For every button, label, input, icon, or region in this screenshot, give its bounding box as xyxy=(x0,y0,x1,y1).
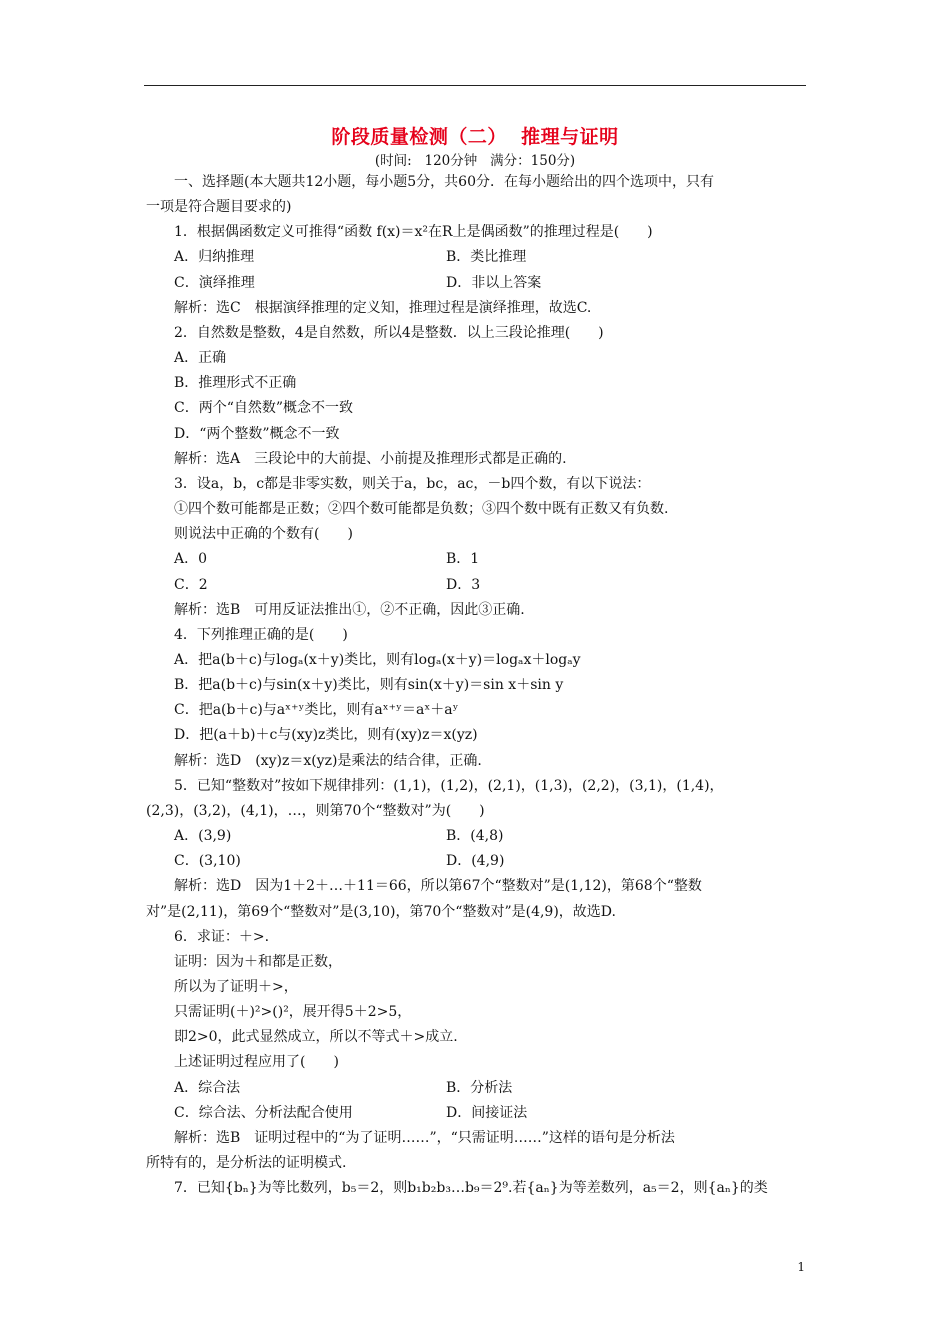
option-a: A．综合法 xyxy=(174,1079,241,1096)
answer-6: 解析：选B 证明过程中的“为了证明……”，“只需证明……”这样的语句是分析法 xyxy=(174,1129,675,1146)
question-7: 7．已知{bₙ}为等比数列，b₅＝2，则b₁b₂b₃…b₉＝2⁹.若{aₙ}为等差数列，a₅＝2，则{aₙ}的类 xyxy=(174,1180,768,1197)
question-1: 1．根据偶函数定义可推得“函数 f(x)＝x²在R上是偶函数”的推理过程是( ) xyxy=(174,224,653,241)
option-c: C．(3,10) xyxy=(174,853,241,870)
answer-6-cont: 所特有的，是分析法的证明模式. xyxy=(146,1155,347,1172)
answer-2: 解析：选A 三段论中的大前提、小前提及推理形式都是正确的. xyxy=(174,450,567,467)
options-row xyxy=(146,271,810,296)
option-d: D．“两个整数”概念不一致 xyxy=(174,425,340,442)
page-number-text: 1 xyxy=(797,1260,805,1274)
option-b: B．分析法 xyxy=(446,1079,513,1096)
answer-5-cont: 对”是(2,11)，第69个“整数对”是(3,10)，第70个“整数对”是(4,9)，故选D. xyxy=(146,903,616,920)
question-5-cont: (2,3)，(3,2)，(4,1)，…，则第70个“整数对”为( ) xyxy=(146,802,485,819)
option-b: B．推理形式不正确 xyxy=(174,375,297,392)
proof-line: 只需证明(＋)²>()²，展开得5＋2>5， xyxy=(174,1004,412,1021)
header-rule xyxy=(144,85,806,86)
answer-4: 解析：选D (xy)z＝x(yz)是乘法的结合律，正确. xyxy=(174,752,482,769)
proof-line: 即2>0，此式显然成立，所以不等式＋>成立. xyxy=(174,1029,458,1046)
page-number xyxy=(0,1260,950,1274)
options-row xyxy=(146,824,810,849)
option-b: B．1 xyxy=(446,551,480,568)
question-4: 4．下列推理正确的是( ) xyxy=(174,626,348,643)
section-intro-cont: 一项是符合题目要求的) xyxy=(146,199,292,216)
answer-3: 解析：选B 可用反证法推出①，②不正确，因此③正确. xyxy=(174,601,525,618)
option-a: A．正确 xyxy=(174,350,227,367)
options-row xyxy=(146,849,810,874)
option-c: C．演绎推理 xyxy=(174,274,255,291)
question-3: 3．设a，b，c都是非零实数，则关于a，bc，ac，－b四个数，有以下说法： xyxy=(174,475,651,492)
options-row xyxy=(146,245,810,270)
question-5: 5．已知“整数对”按如下规律排列：(1,1)，(1,2)，(2,1)，(1,3)，(2,2)，(3,1)，(1,4)， xyxy=(174,777,724,794)
section-intro: 一、选择题(本大题共12小题，每小题5分，共60分．在每小题给出的四个选项中，只有 xyxy=(174,174,714,190)
option-a: A．(3,9) xyxy=(174,828,232,845)
question-3-line: ①四个数可能都是正数；②四个数可能都是负数；③四个数中既有正数又有负数. xyxy=(174,501,669,518)
page-title: 阶段质量检测（二） 推理与证明 xyxy=(331,126,619,148)
option-a: A．归纳推理 xyxy=(174,249,255,266)
options-row xyxy=(146,1076,810,1101)
proof-line: 上述证明过程应用了( ) xyxy=(174,1054,339,1071)
option-b: B．把a(b＋c)与sin(x＋y)类比，则有sin(x＋y)＝sin x＋sin y xyxy=(174,677,564,694)
option-d: D．3 xyxy=(446,576,481,593)
option-a: A．0 xyxy=(174,551,208,568)
option-c: C．两个“自然数”概念不一致 xyxy=(174,400,354,417)
page-subtitle: (时间: 120分钟 满分：150分) xyxy=(374,153,576,169)
question-6: 6．求证：＋>. xyxy=(174,928,270,945)
question-2: 2．自然数是整数，4是自然数，所以4是整数．以上三段论推理( ) xyxy=(174,324,604,341)
proof-line: 所以为了证明＋>， xyxy=(174,979,298,995)
option-d: D．非以上答案 xyxy=(446,274,542,291)
answer-5: 解析：选D 因为1＋2＋…＋11＝66，所以第67个“整数对”是(1,12)，第68个“整数 xyxy=(174,878,702,895)
document-body xyxy=(146,170,810,1201)
options-row xyxy=(146,547,810,572)
answer-1: 解析：选C 根据演绎推理的定义知，推理过程是演绎推理，故选C. xyxy=(174,299,592,316)
option-a: A．把a(b＋c)与logₐ(x＋y)类比，则有logₐ(x＋y)＝logₐx＋logₐy xyxy=(174,651,581,668)
option-c: C．2 xyxy=(174,576,208,593)
option-b: B．(4,8) xyxy=(446,828,504,845)
options-row xyxy=(146,573,810,598)
options-row xyxy=(146,1101,810,1126)
option-d: D．把(a＋b)＋c与(xy)z类比，则有(xy)z＝x(yz) xyxy=(174,727,478,744)
option-c: C．把a(b＋c)与aˣ⁺ʸ类比，则有aˣ⁺ʸ＝aˣ＋aʸ xyxy=(174,702,459,719)
option-d: D．(4,9) xyxy=(446,853,505,870)
question-3-line: 则说法中正确的个数有( ) xyxy=(174,526,353,543)
proof-line: 证明：因为＋和都是正数， xyxy=(174,953,342,970)
option-c: C．综合法、分析法配合使用 xyxy=(174,1104,353,1121)
option-b: B．类比推理 xyxy=(446,249,527,266)
option-d: D．间接证法 xyxy=(446,1104,528,1121)
